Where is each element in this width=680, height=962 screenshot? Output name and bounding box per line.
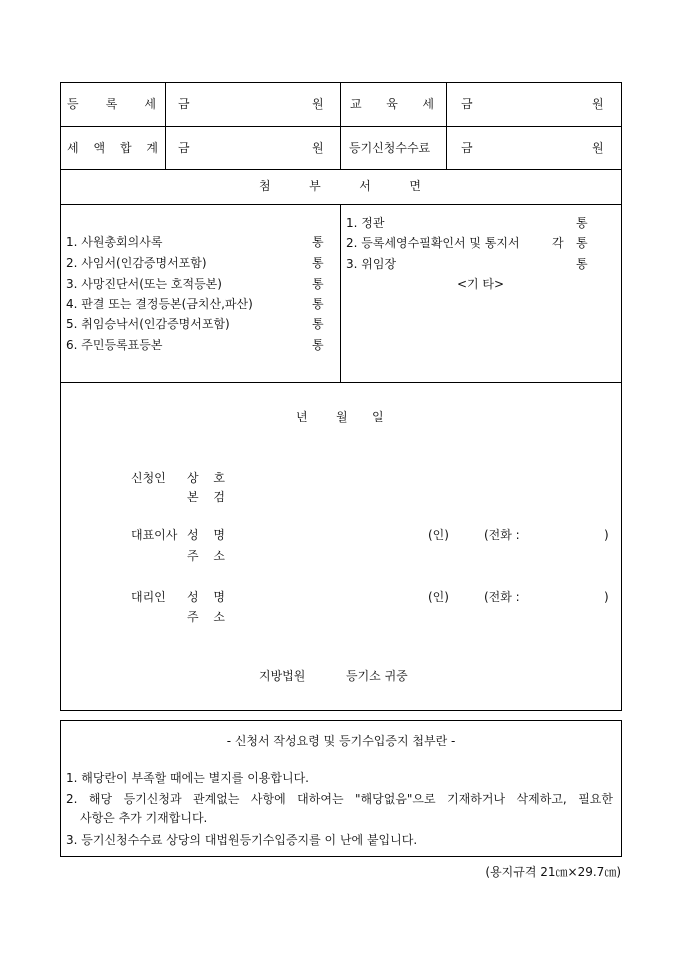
district-court-label: 지방법원 — [259, 669, 306, 683]
column-rule — [446, 82, 447, 170]
total-tax-unit: 원 — [312, 141, 324, 155]
instruction-line: 3. 등기신청수수료 상당의 대법원등기수입증지를 이 난에 붙입니다. — [66, 833, 418, 847]
head-office-field[interactable] — [240, 486, 540, 506]
total-tax-amount-field[interactable] — [195, 136, 307, 160]
date-day-label: 일 — [372, 410, 384, 424]
education-tax-unit: 원 — [592, 97, 604, 111]
row-rule — [60, 204, 622, 205]
attachment-item-unit: 통 — [312, 256, 324, 270]
row-rule — [60, 126, 622, 127]
attachment-item: 2. 사임서(인감증명서포함) — [66, 256, 207, 270]
attachment-item: 2. 등록세영수필확인서 및 통지서 — [346, 236, 520, 250]
trade-name-field[interactable] — [240, 467, 540, 487]
attachment-item: 4. 판결 또는 결정등본(금치산,파산) — [66, 297, 253, 311]
column-rule — [165, 82, 166, 170]
registration-tax-label: 등 록 세 — [67, 97, 156, 111]
attachments-title: 첨 부 서 면 — [259, 179, 421, 193]
agent-name-label: 성 명 — [187, 590, 225, 604]
agent-seal-mark: (인) — [428, 590, 449, 604]
trade-name-label: 상 호 — [187, 471, 225, 485]
attachment-item-qualifier: 각 — [552, 236, 564, 250]
representative-phone-label: (전화 : — [484, 528, 520, 542]
agent-name-field[interactable] — [240, 586, 420, 606]
filing-fee-prefix: 금 — [461, 141, 473, 155]
attachment-item-unit: 통 — [312, 235, 324, 249]
agent-phone-label: (전화 : — [484, 590, 520, 604]
attachment-item: 1. 정관 — [346, 216, 385, 230]
date-year-label: 년 — [296, 410, 308, 424]
column-rule — [340, 82, 341, 170]
instruction-line-continuation: 사항은 추가 기재합니다. — [80, 811, 208, 825]
agent-phone-field[interactable] — [530, 586, 600, 606]
column-rule — [340, 204, 341, 383]
row-rule — [60, 382, 622, 383]
registration-tax-amount-field[interactable] — [195, 92, 307, 116]
attachment-item-unit: 통 — [312, 297, 324, 311]
attachment-item-unit: 통 — [312, 317, 324, 331]
attachment-item: 3. 위임장 — [346, 257, 397, 271]
attachment-item: 6. 주민등록표등본 — [66, 338, 163, 352]
agent-address-label: 주 소 — [187, 610, 225, 624]
education-tax-label: 교 육 세 — [350, 97, 434, 111]
registration-tax-prefix: 금 — [178, 97, 190, 111]
instructions-title: - 신청서 작성요령 및 등기수입증지 첩부란 - — [226, 734, 456, 748]
filing-fee-unit: 원 — [592, 141, 604, 155]
education-tax-amount-field[interactable] — [478, 92, 586, 116]
representative-name-field[interactable] — [240, 524, 420, 544]
attachment-item: 3. 사망진단서(또는 호적등본) — [66, 277, 222, 291]
paper-size-note: (용지규격 21㎝×29.7㎝) — [485, 865, 621, 879]
row-rule — [60, 169, 622, 170]
representative-address-label: 주 소 — [187, 549, 225, 563]
attachment-item-unit: 통 — [576, 257, 588, 271]
attachment-item-unit: 통 — [576, 216, 588, 230]
agent-address-field[interactable] — [240, 606, 600, 626]
other-attachments-label: <기 타> — [456, 277, 505, 291]
representative-seal-mark: (인) — [428, 528, 449, 542]
registry-office-label: 등기소 귀중 — [346, 669, 408, 683]
education-tax-prefix: 금 — [461, 97, 473, 111]
representative-label: 대표이사 — [131, 528, 178, 542]
registration-tax-unit: 원 — [312, 97, 324, 111]
representative-name-label: 성 명 — [187, 528, 225, 542]
attachment-item-unit: 통 — [312, 277, 324, 291]
instruction-line: 1. 해당란이 부족할 때에는 별지를 이용합니다. — [66, 771, 309, 785]
attachment-item-unit: 통 — [312, 338, 324, 352]
applicant-label: 신청인 — [131, 471, 166, 485]
attachment-item-unit: 통 — [576, 236, 588, 250]
total-tax-label: 세 액 합 계 — [67, 141, 158, 155]
filing-fee-label: 등기신청수수료 — [349, 141, 431, 155]
attachment-item: 1. 사원총회의사록 — [66, 235, 163, 249]
filing-fee-amount-field[interactable] — [478, 136, 586, 160]
agent-phone-close: ) — [604, 590, 609, 604]
agent-label: 대리인 — [131, 590, 166, 604]
representative-phone-field[interactable] — [530, 524, 600, 544]
head-office-label: 본 검 — [187, 490, 225, 504]
instruction-line: 2. 해당 등기신청과 관계없는 사항에 대하여는 "해당없음"으로 기재하거나 삭제하고, 필요한 — [66, 792, 613, 806]
representative-phone-close: ) — [604, 528, 609, 542]
date-month-label: 월 — [336, 410, 348, 424]
representative-address-field[interactable] — [240, 545, 600, 565]
total-tax-prefix: 금 — [178, 141, 190, 155]
attachment-item: 5. 취임승낙서(인감증명서포함) — [66, 317, 230, 331]
